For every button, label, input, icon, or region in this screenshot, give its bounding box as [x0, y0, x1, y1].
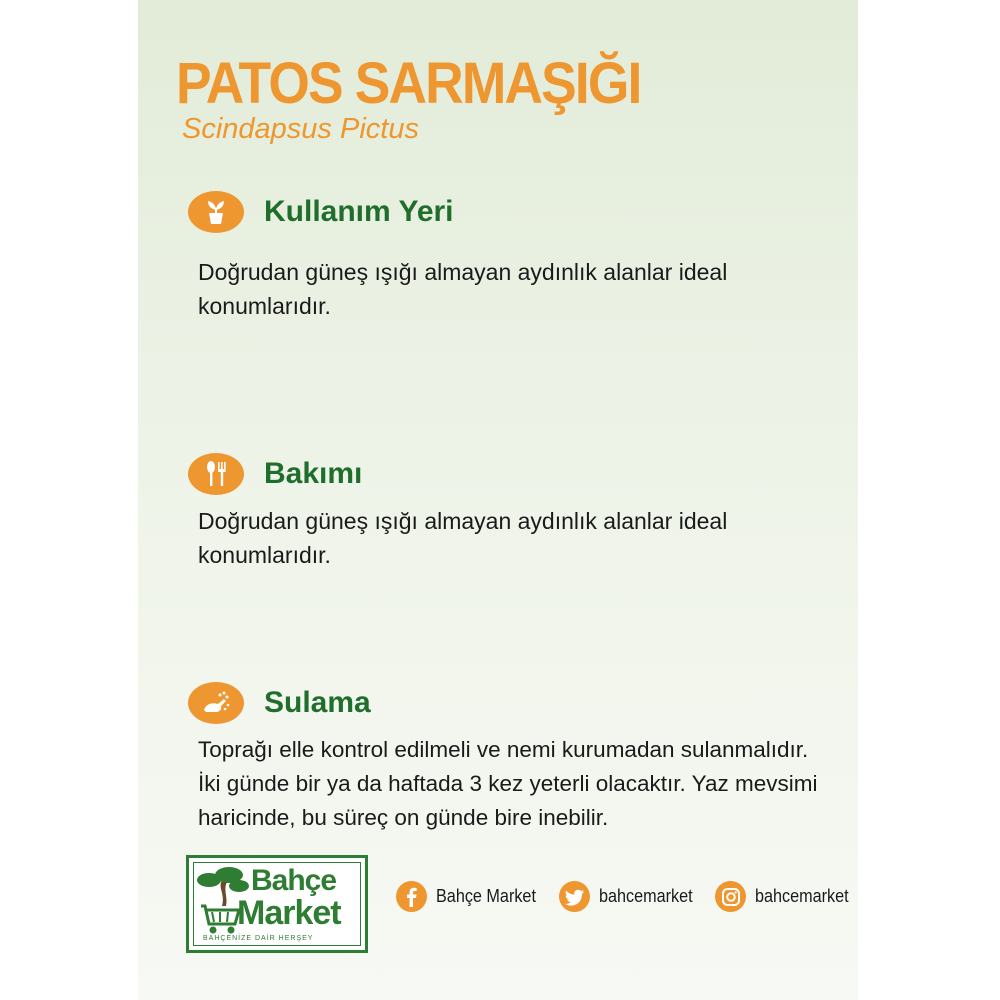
- section-care-text: [198, 504, 838, 572]
- plant-pot-icon: [188, 191, 244, 233]
- instagram-icon: [715, 881, 746, 912]
- section-care-title: Bakımı: [264, 457, 363, 490]
- logo-word-market: Market: [237, 894, 341, 932]
- section-watering-title: Sulama: [264, 686, 371, 719]
- watering-icon: [188, 682, 244, 724]
- section-care-header: [188, 451, 362, 497]
- bahce-market-logo: [186, 855, 368, 953]
- page-title: PATOS SARMAŞIĞI: [176, 51, 641, 116]
- section-usage-line: Doğrudan güneş ışığı almayan aydınlık alanlar ideal: [198, 259, 728, 285]
- facebook-icon: [396, 881, 427, 912]
- section-watering-line: Toprağı elle kontrol edilmeli ve nemi kurumadan sulanmalıdır.: [198, 737, 809, 762]
- social-facebook[interactable]: [396, 881, 547, 912]
- logo-word-bahce: Bahçe: [251, 864, 337, 897]
- garden-tools-icon: [188, 453, 244, 495]
- plant-info-card: [138, 0, 858, 1000]
- social-twitter[interactable]: [559, 881, 703, 912]
- section-watering-header: [188, 680, 371, 726]
- social-twitter-label: bahcemarket: [599, 886, 693, 906]
- section-usage-text: [198, 255, 838, 323]
- section-usage-line: konumlarıdır.: [198, 293, 331, 319]
- scientific-name: Scindapsus Pictus: [182, 113, 419, 145]
- logo-tagline: BAHÇENİZE DAİR HERŞEY: [203, 935, 314, 942]
- section-care-line: konumlarıdır.: [198, 542, 331, 568]
- social-instagram-label: bahcemarket: [755, 886, 849, 906]
- social-instagram[interactable]: [715, 881, 858, 912]
- section-watering-text: [198, 733, 858, 835]
- section-usage-header: [188, 189, 454, 235]
- twitter-icon: [559, 881, 590, 912]
- section-usage-title: Kullanım Yeri: [264, 195, 454, 228]
- section-care-line: Doğrudan güneş ışığı almayan aydınlık alanlar ideal: [198, 508, 728, 534]
- social-facebook-label: Bahçe Market: [436, 886, 536, 906]
- section-watering-line: İki günde bir ya da haftada 3 kez yeterli olacaktır. Yaz mevsimi: [198, 771, 818, 796]
- social-links: [396, 881, 858, 912]
- section-watering-line: haricinde, bu süreç on günde bire inebilir.: [198, 805, 609, 830]
